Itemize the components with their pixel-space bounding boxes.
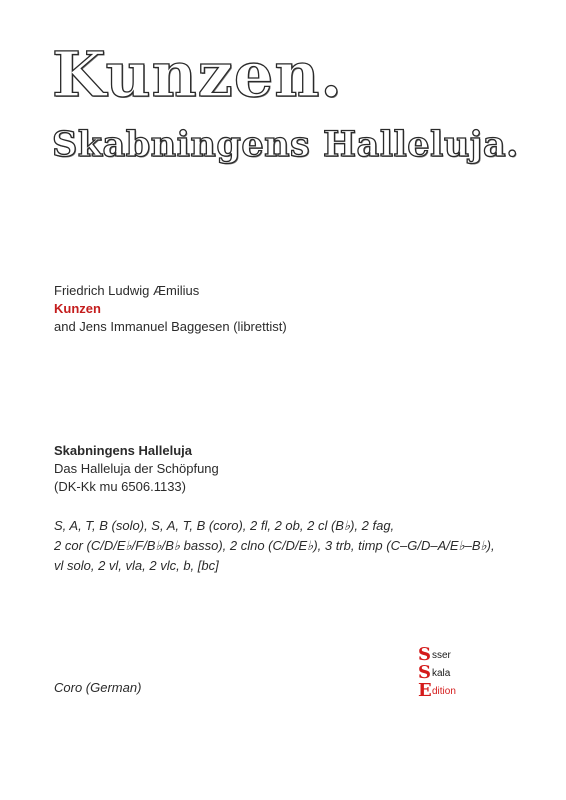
publisher-logo	[418, 646, 470, 702]
work-title: Skabningens Halleluja	[54, 443, 192, 458]
logo-e-glyph-icon: E	[418, 680, 432, 701]
scoring-list	[54, 516, 495, 576]
logo-s-glyph-icon: S	[418, 644, 431, 665]
composer-surname: Kunzen	[54, 301, 101, 316]
logo-word-3: dition	[432, 686, 456, 697]
composer-given-names: Friedrich Ludwig Æmilius	[54, 283, 200, 298]
work-subtitle: Das Halleluja der Schöpfung	[54, 461, 219, 476]
scoring-line: vl solo, 2 vl, vla, 2 vlc, b, [bc]	[54, 558, 219, 573]
librettist-credit: and Jens Immanuel Baggesen (librettist)	[54, 319, 287, 334]
composer-title: Kunzen.	[52, 38, 343, 111]
logo-word-2: kala	[432, 668, 451, 679]
catalog-number: (DK-Kk mu 6506.1133)	[54, 479, 186, 494]
part-label: Coro (German)	[54, 680, 142, 695]
logo-word-1: sser	[432, 650, 451, 661]
scoring-line: S, A, T, B (solo), S, A, T, B (coro), 2 fl, 2 ob, 2 cl (B♭), 2 fag,	[54, 518, 395, 533]
scoring-line: 2 cor (C/D/E♭/F/B♭/B♭ basso), 2 clno (C/D/E♭), 3 trb, timp (C–G/D–A/E♭–B♭),	[54, 538, 495, 553]
work-title-decorative: Skabningens Halleluja.	[52, 124, 519, 165]
logo-s-glyph-icon: S	[418, 662, 431, 683]
